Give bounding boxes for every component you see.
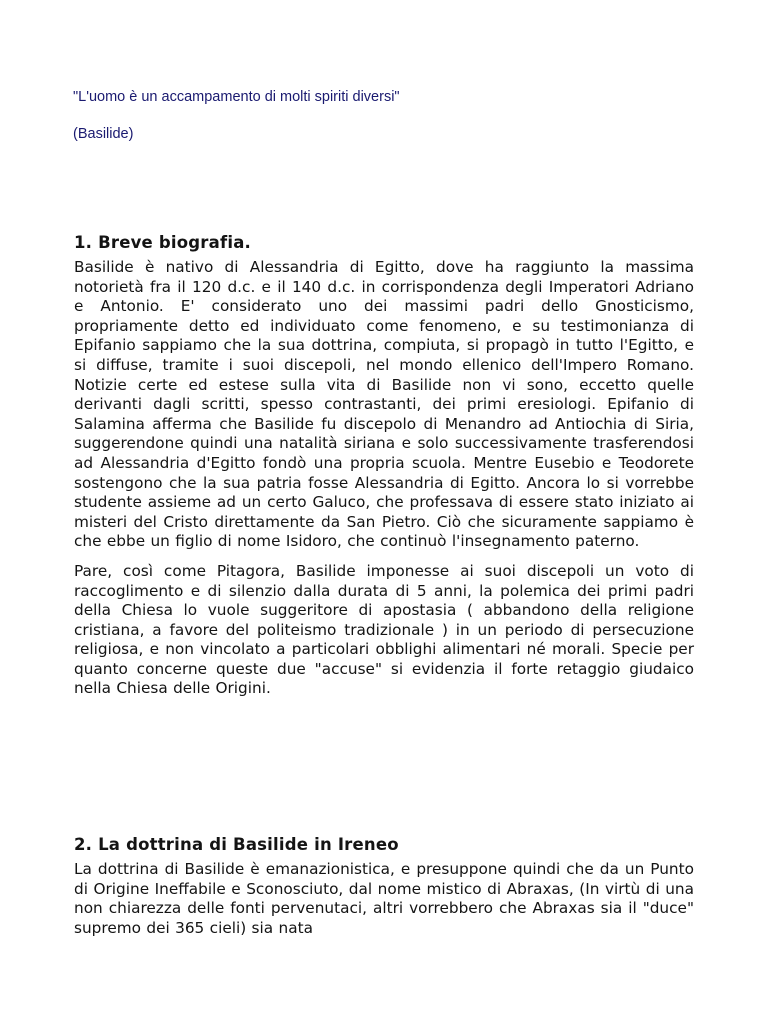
- section-title: 2. La dottrina di Basilide in Ireneo: [74, 835, 399, 854]
- epigraph-author: (Basilide): [73, 126, 134, 142]
- section-biography: [74, 233, 694, 699]
- section-doctrine: [74, 835, 694, 938]
- paragraph: La dottrina di Basilide è emanazionistica, e presuppone quindi che da un Punto di Origine Ineffabile e Sconosciuto, dal nome mistico di Abraxas, (In virtù di una non chiarezza delle fonti pervenutaci, altri vorrebbero che Abraxas sia il "duce" supremo dei 365 cieli) sia nata: [74, 860, 694, 937]
- section-title: 1. Breve biografia.: [74, 233, 252, 252]
- paragraph: Pare, così come Pitagora, Basilide imponesse ai suoi discepoli un voto di raccoglimento e di silenzio dalla durata di 5 anni, la polemica dei primi padri della Chiesa lo vuole suggeritore di apostasia ( abbandono della religione cristiana, a favore del politeismo tradizionale ) in un periodo di persecuzione religiosa, e non vincolato a particolari obblighi alimentari né morali. Specie per quanto concerne queste due "accuse" si evidenzia il forte retaggio giudaico nella Chiesa delle Origini.: [74, 561, 694, 698]
- paragraph: Basilide è nativo di Alessandria di Egitto, dove ha raggiunto la massima notorietà fra il 120 d.c. e il 140 d.c. in corrispondenza degli Imperatori Adriano e Antonio. E' considerato uno dei massimi padri dello Gnosticismo, propriamente detto ed individuato come fenomeno, e su testimonianza di Epifanio sappiamo che la sua dottrina, compiuta, si propagò in tutto l'Egitto, e si diffuse, tramite i suoi discepoli, nel mondo ellenico dell'Impero Romano. Notizie certe ed estese sulla vita di Basilide non vi sono, eccetto quelle derivanti dagli scritti, spesso contrastanti, dei primi eresiologi. Epifanio di Salamina afferma che Basilide fu discepolo di Menandro ad Antiochia di Siria, suggerendone quindi una natalità siriana e solo successivamente trasferendosi ad Alessandria d'Egitto fondò una propria scuola. Mentre Eusebio e Teodorete sostengono che la sua patria fosse Alessandria di Egitto. Ancora lo si vorrebbe studente assieme ad un certo Galuco, che professava di essere stato iniziato ai misteri del Cristo direttamente da San Pietro. Ciò che sicuramente sappiamo è che ebbe un figlio di nome Isidoro, che continuò l'insegnamento paterno.: [74, 258, 694, 551]
- epigraph-quote: "L'uomo è un accampamento di molti spiriti diversi": [73, 89, 400, 105]
